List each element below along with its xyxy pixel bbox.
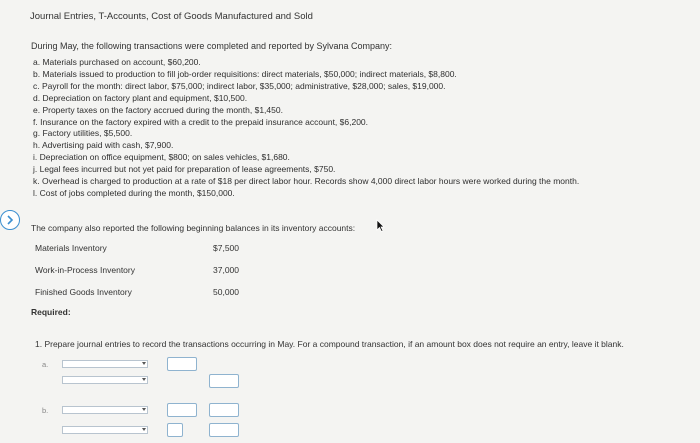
- question-1: 1. Prepare journal entries to record the transactions occurring in May. For a compound transaction, if an amount box does not require an entry, leave it blank.: [35, 339, 624, 349]
- inventory-value: $7,500: [213, 243, 239, 253]
- transaction-item: b. Materials issued to production to fill job-order requisitions: direct materials, $50,000; indirect materials, $8,800.: [33, 68, 457, 79]
- transaction-item: l. Cost of jobs completed during the month, $150,000.: [33, 187, 235, 198]
- account-select[interactable]: [62, 406, 148, 414]
- inventory-label: Work-in-Process Inventory: [35, 265, 135, 275]
- entry-row-label: b.: [42, 406, 49, 415]
- transactions-list: [33, 57, 683, 200]
- inventory-label: Finished Goods Inventory: [35, 287, 132, 297]
- transaction-item: a. Materials purchased on account, $60,200.: [33, 57, 201, 67]
- inventory-value: 37,000: [213, 265, 239, 275]
- transaction-item: g. Factory utilities, $5,500.: [33, 128, 133, 139]
- transaction-item: k. Overhead is charged to production at a rate of $18 per direct labor hour. Records show 4,000 direct labor hours were worked during the month.: [33, 176, 580, 187]
- chevron-right-icon: [5, 215, 15, 225]
- transaction-item: c. Payroll for the month: direct labor, $75,000; indirect labor, $35,000; administrative, $28,000; sales, $19,000.: [33, 80, 446, 91]
- chevron-down-icon: [142, 378, 146, 381]
- transaction-item: j. Legal fees incurred but not yet paid for preparation of lease agreements, $750.: [33, 164, 336, 175]
- credit-amount-input[interactable]: [209, 423, 239, 437]
- chevron-down-icon: [142, 428, 146, 431]
- inventory-label: Materials Inventory: [35, 243, 107, 253]
- expand-button[interactable]: [0, 210, 20, 230]
- transaction-item: e. Property taxes on the factory accrued during the month, $1,450.: [33, 104, 283, 115]
- credit-amount-input[interactable]: [209, 403, 239, 417]
- account-select[interactable]: [62, 376, 148, 384]
- entry-row-label: a.: [42, 360, 49, 369]
- transaction-item: h. Advertising paid with cash, $7,900.: [33, 140, 174, 151]
- problem-intro: During May, the following transactions were completed and reported by Sylvana Company:: [31, 41, 393, 51]
- account-select[interactable]: [62, 426, 148, 434]
- page-title: Journal Entries, T-Accounts, Cost of Goods Manufactured and Sold: [30, 11, 313, 22]
- credit-amount-input[interactable]: [209, 374, 239, 388]
- debit-amount-input[interactable]: [167, 357, 197, 371]
- account-select[interactable]: [62, 360, 148, 368]
- transaction-item: f. Insurance on the factory expired with a credit to the prepaid insurance account, $6,200.: [33, 116, 369, 127]
- chevron-down-icon: [142, 408, 146, 411]
- transaction-item: i. Depreciation on office equipment, $800; on sales vehicles, $1,680.: [33, 152, 290, 163]
- inventory-intro: The company also reported the following beginning balances in its inventory accounts:: [31, 223, 356, 233]
- debit-amount-input[interactable]: [167, 423, 183, 437]
- transaction-item: d. Depreciation on factory plant and equipment, $10,500.: [33, 92, 248, 103]
- required-heading: Required:: [31, 307, 71, 317]
- debit-amount-input[interactable]: [167, 403, 197, 417]
- chevron-down-icon: [142, 362, 146, 365]
- inventory-value: 50,000: [213, 287, 239, 297]
- mouse-pointer-icon: [376, 219, 385, 232]
